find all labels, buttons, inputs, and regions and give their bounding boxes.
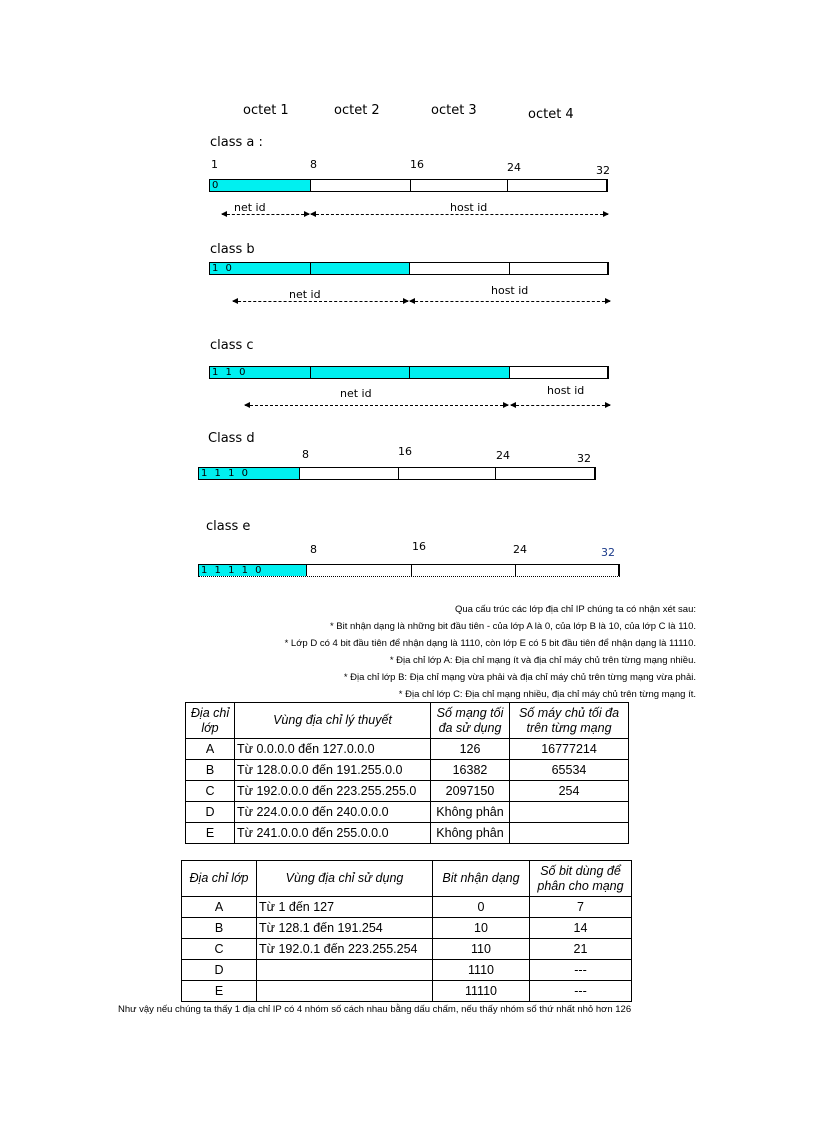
t2-cell: E: [182, 981, 257, 1002]
class-a-tick-8: 8: [310, 158, 317, 171]
class-e-tick-8: 8: [310, 543, 317, 556]
class-b-bits: 1 0: [212, 263, 234, 274]
t1-cell: Không phân: [431, 823, 510, 844]
t1-cell: Không phân: [431, 802, 510, 823]
table-row: [186, 781, 629, 802]
class-d-bar: [198, 467, 596, 480]
class-a-bits: 0: [212, 180, 221, 191]
class-a-tick-24: 24: [507, 161, 521, 174]
class-b-host-label: host id: [491, 284, 529, 297]
t1-cell: 2097150: [431, 781, 510, 802]
t2-cell: 7: [530, 897, 632, 918]
t1-cell: Từ 224.0.0.0 đến 240.0.0.0: [235, 802, 431, 823]
class-c-host-label: host id: [547, 384, 585, 397]
note-5: * Địa chỉ lớp C: Địa chỉ mạng nhiều, địa chỉ máy chủ trên từng mạng ít.: [398, 689, 696, 700]
class-a-host-arrow: [311, 214, 608, 215]
t1-cell: [510, 823, 629, 844]
class-d-tick-8: 8: [302, 448, 309, 461]
note-3: * Địa chỉ lớp A: Địa chỉ mạng ít và địa chỉ máy chủ trên từng mạng nhiều.: [389, 655, 696, 666]
t2-cell: [257, 960, 433, 981]
octet-3-label: octet 3: [431, 103, 477, 118]
t2-cell: 14: [530, 918, 632, 939]
table-row: [186, 823, 629, 844]
class-d-tick-32: 32: [577, 452, 591, 465]
class-e-tick-32: 32: [601, 546, 615, 559]
t1-cell: 65534: [510, 760, 629, 781]
t1-header-class: Địa chỉ lớp: [186, 703, 235, 739]
class-a-net-label: net id: [234, 201, 266, 214]
class-e-tick-16: 16: [412, 540, 426, 553]
t2-cell: Từ 192.0.1 đến 223.255.254: [257, 939, 433, 960]
t1-cell: B: [186, 760, 235, 781]
t2-header-class: Địa chỉ lớp: [182, 861, 257, 897]
class-d-bits: 1 1 1 0: [201, 468, 250, 479]
t1-cell: Từ 192.0.0.0 đến 223.255.255.0: [235, 781, 431, 802]
t2-cell: ---: [530, 981, 632, 1002]
t2-cell: C: [182, 939, 257, 960]
class-c-net-label: net id: [340, 387, 372, 400]
t2-cell: 0: [433, 897, 530, 918]
class-c-bar: [209, 366, 609, 379]
table-row: [186, 802, 629, 823]
octet-2-label: octet 2: [334, 103, 380, 118]
table-row: [182, 939, 632, 960]
class-b-bar: [209, 262, 609, 275]
note-4: * Địa chỉ lớp B: Địa chỉ mạng vừa phải và địa chỉ máy chủ trên từng mạng vừa phải.: [343, 672, 696, 683]
t2-cell: Từ 128.1 đến 191.254: [257, 918, 433, 939]
t2-cell: 10: [433, 918, 530, 939]
t2-cell: B: [182, 918, 257, 939]
t2-header-bits: Bit nhận dạng: [433, 861, 530, 897]
t2-cell: 1110: [433, 960, 530, 981]
table-row: [186, 760, 629, 781]
class-e-tick-24: 24: [513, 543, 527, 556]
t1-cell: Từ 0.0.0.0 đến 127.0.0.0: [235, 739, 431, 760]
class-c-title: class c: [210, 338, 254, 353]
class-a-host-label: host id: [450, 201, 488, 214]
t1-cell: A: [186, 739, 235, 760]
t2-cell: 11110: [433, 981, 530, 1002]
class-a-title: class a :: [210, 135, 263, 150]
t1-header-range: Vùng địa chỉ lý thuyết: [235, 703, 431, 739]
t1-cell: 16382: [431, 760, 510, 781]
table-row: [182, 918, 632, 939]
t1-cell: E: [186, 823, 235, 844]
t1-cell: Từ 128.0.0.0 đến 191.255.0.0: [235, 760, 431, 781]
t1-cell: Từ 241.0.0.0 đến 255.0.0.0: [235, 823, 431, 844]
note-intro: Qua cấu trúc các lớp địa chỉ IP chúng ta có nhận xét sau:: [454, 604, 696, 615]
t1-cell: D: [186, 802, 235, 823]
class-a-tick-1: 1: [211, 158, 218, 171]
class-b-host-arrow: [410, 301, 610, 302]
class-e-bits: 1 1 1 1 0: [201, 565, 264, 576]
t2-cell: ---: [530, 960, 632, 981]
t2-cell: [257, 981, 433, 1002]
t2-header-range: Vùng địa chỉ sử dụng: [257, 861, 433, 897]
class-c-host-arrow: [511, 405, 610, 406]
class-theory-table: [185, 702, 629, 844]
t2-cell: A: [182, 897, 257, 918]
table-row: [186, 739, 629, 760]
class-d-tick-24: 24: [496, 449, 510, 462]
table-row: [182, 960, 632, 981]
class-b-net-arrow: [233, 301, 408, 302]
bottom-paragraph: Như vậy nếu chúng ta thấy 1 địa chỉ IP có 4 nhóm số cách nhau bằng dấu chấm, nếu thấy nhóm số thứ nhất nhỏ hơn 126: [118, 1004, 632, 1015]
t1-cell: [510, 802, 629, 823]
t2-cell: 21: [530, 939, 632, 960]
t1-cell: 16777214: [510, 739, 629, 760]
class-a-bar: [209, 179, 608, 192]
octet-1-label: octet 1: [243, 103, 289, 118]
t1-header-networks: Số mạng tối đa sử dụng: [431, 703, 510, 739]
table-row: [182, 981, 632, 1002]
t1-cell: C: [186, 781, 235, 802]
note-1: * Bit nhận dạng là những bit đầu tiên - của lớp A là 0, của lớp B là 10, của lớp C là 110.: [329, 621, 696, 632]
note-2: * Lớp D có 4 bit đầu tiên để nhận dạng là 1110, còn lớp E có 5 bit đầu tiên để nhận dạng là 11110.: [284, 638, 696, 649]
octet-4-label: octet 4: [528, 107, 574, 122]
class-e-title: class e: [206, 519, 251, 534]
class-a-tick-16: 16: [410, 158, 424, 171]
t2-cell: 110: [433, 939, 530, 960]
class-c-bits: 1 1 0: [212, 367, 248, 378]
class-c-net-arrow: [245, 405, 508, 406]
class-usage-table: [181, 860, 632, 1002]
class-a-tick-32: 32: [596, 164, 610, 177]
t2-cell: Từ 1 đến 127: [257, 897, 433, 918]
t2-header-net-bits: Số bit dùng để phân cho mạng: [530, 861, 632, 897]
class-e-bar: [198, 564, 620, 577]
class-a-net-arrow: [222, 214, 309, 215]
class-b-title: class b: [210, 242, 255, 257]
t1-cell: 126: [431, 739, 510, 760]
class-d-tick-16: 16: [398, 445, 412, 458]
t1-header-hosts: Số máy chủ tối đa trên từng mạng: [510, 703, 629, 739]
t2-cell: D: [182, 960, 257, 981]
t1-cell: 254: [510, 781, 629, 802]
table-row: [182, 897, 632, 918]
class-b-net-label: net id: [289, 288, 321, 301]
class-d-title: Class d: [208, 431, 255, 446]
